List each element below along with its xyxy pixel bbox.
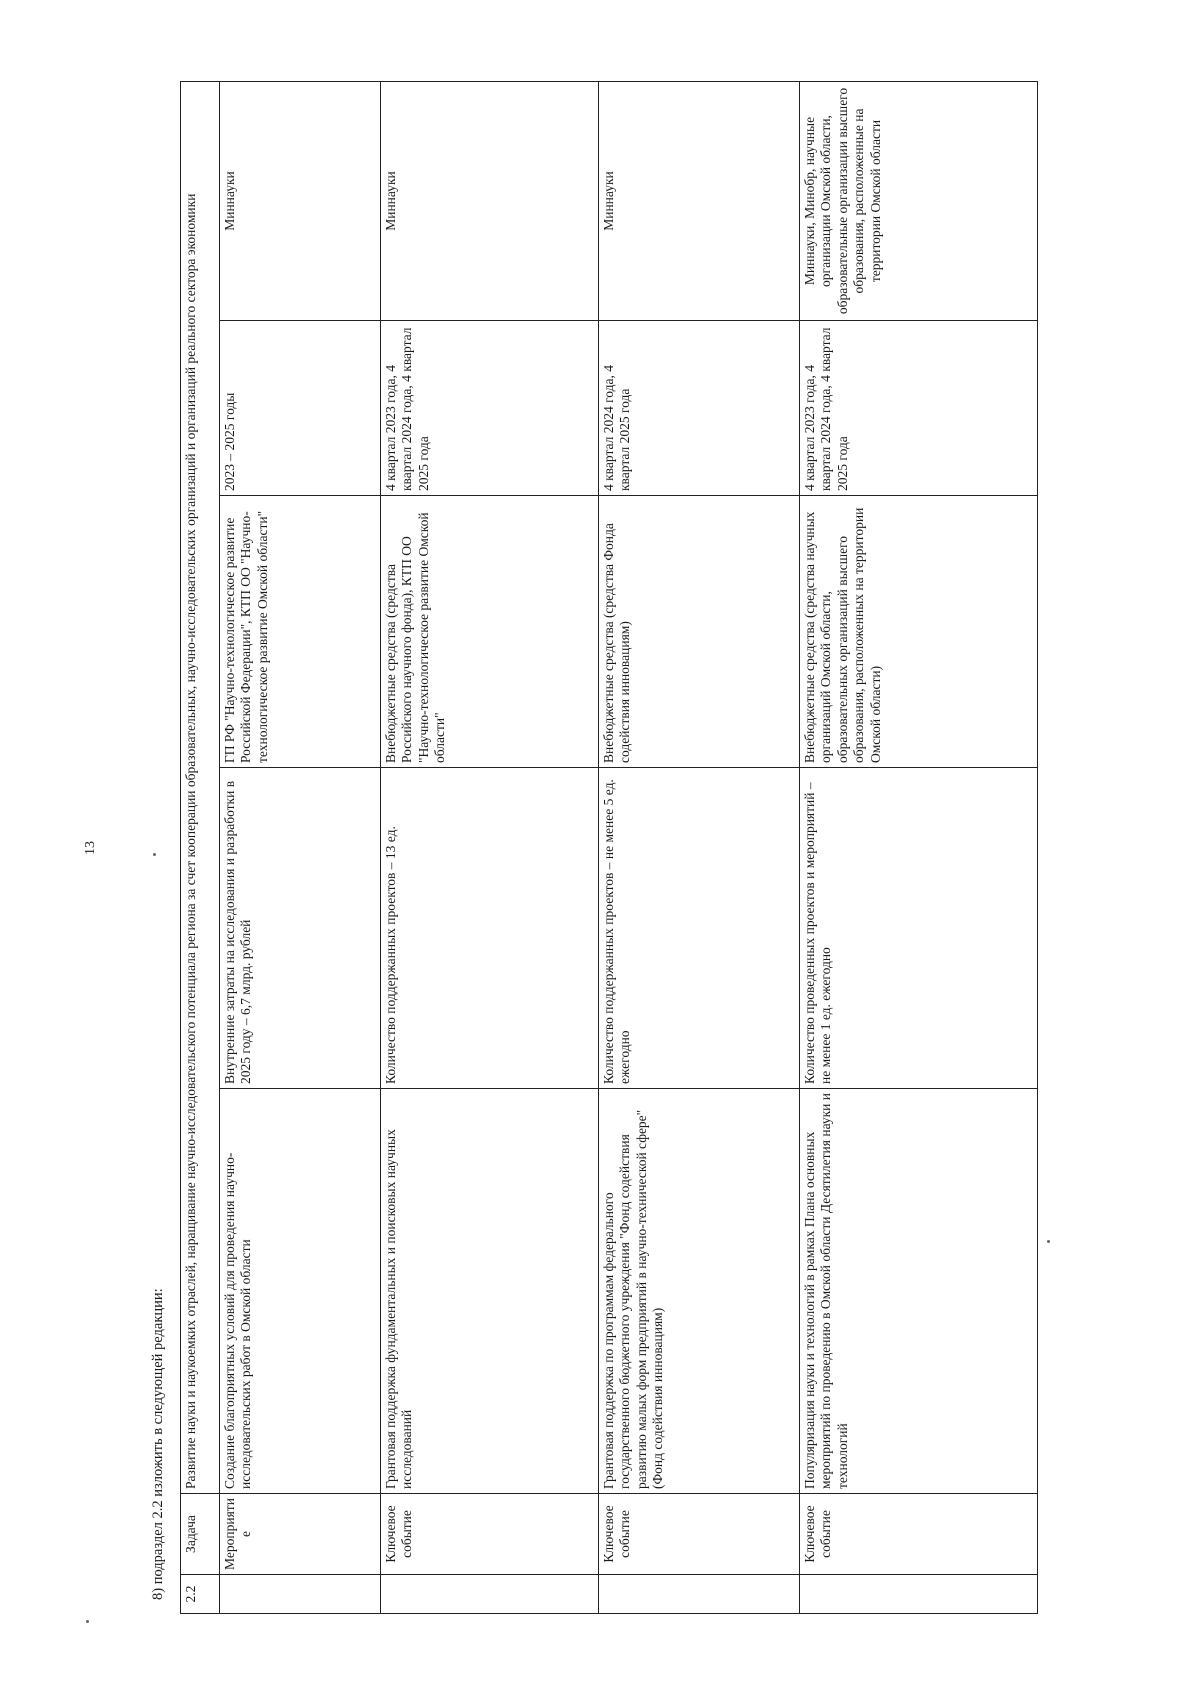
- task-number: 2.2: [181, 1575, 220, 1614]
- row-deadline: 4 квартал 2024 года, 4 квартал 2025 года: [599, 321, 800, 496]
- task-text: Развитие науки и наукоемких отраслей, наращивание научно-исследовательского потенциала региона за счет кооперации образовательных, научно-исследовательских организаций и организаций реального сектора экономики: [181, 82, 220, 1494]
- row-source: Внебюджетные средства (средства Фонда содействия инновациям): [599, 496, 800, 768]
- row-indicator: Количество поддержанных проектов – 13 ед.: [381, 768, 599, 1089]
- plan-table: [180, 81, 1038, 1614]
- scan-speck: [1047, 1240, 1050, 1243]
- row-indicator: Внутренние затраты на исследования и разработки в 2025 году – 6,7 млрд. рублей: [220, 768, 381, 1089]
- table-row: [599, 82, 800, 1614]
- plan-table-rotated: [180, 82, 1012, 1614]
- row-type: Ключевое событие: [381, 1494, 599, 1575]
- row-source: Внебюджетные средства (средства научных организаций Омской области, образовательных организаций высшего образования, расположенных на территории Омской области): [800, 496, 1038, 768]
- scan-speck: [86, 1620, 89, 1623]
- scan-speck: [153, 853, 156, 856]
- intro-text: 8) подраздел 2.2 изложить в следующей редакции:: [150, 1288, 166, 1600]
- table-row: [800, 82, 1038, 1614]
- row-responsible: Миннауки: [220, 82, 381, 321]
- row-deadline: 4 квартал 2023 года, 4 квартал 2024 года, 4 квартал 2025 года: [800, 321, 1038, 496]
- page-number: 13: [83, 841, 98, 855]
- empty-cell: [220, 1575, 381, 1614]
- empty-cell: [599, 1575, 800, 1614]
- row-indicator: Количество поддержанных проектов – не менее 5 ед. ежегодно: [599, 768, 800, 1089]
- table-row: [220, 82, 381, 1614]
- row-responsible: Миннауки: [599, 82, 800, 321]
- task-label: Задача: [181, 1494, 220, 1575]
- row-type: Ключевое событие: [800, 1494, 1038, 1575]
- row-name: Создание благоприятных условий для проведения научно-исследовательских работ в Омской области: [220, 1089, 381, 1494]
- empty-cell: [800, 1575, 1038, 1614]
- row-deadline: 4 квартал 2023 года, 4 квартал 2024 года, 4 квартал 2025 года: [381, 321, 599, 496]
- row-source: Внебюджетные средства (средства Российского научного фонда), КТП ОО "Научно-технологическое развитие Омской области": [381, 496, 599, 768]
- row-source: ГП РФ "Научно-технологическое развитие Российской Федерации", КТП ОО "Научно-технологическое развитие Омской области": [220, 496, 381, 768]
- task-row: [181, 82, 220, 1614]
- empty-cell: [381, 1575, 599, 1614]
- row-responsible: Миннауки: [381, 82, 599, 321]
- row-deadline: 2023 – 2025 годы: [220, 321, 381, 496]
- row-name: Популяризация науки и технологий в рамках Плана основных мероприятий по проведению в Омской области Десятилетия науки и технологий: [800, 1089, 1038, 1494]
- row-responsible: Миннауки, Минобр, научные организации Омской области, образовательные организации высшего образования, расположенные на территории Омской области: [800, 82, 1038, 321]
- row-name: Грантовая поддержка по программам федерального государственного бюджетного учреждения "Фонд содействия развитию малых форм предприятий в научно-технической сфере" (Фонд содействия инновациям): [599, 1089, 800, 1494]
- row-type: Ключевое событие: [599, 1494, 800, 1575]
- row-indicator: Количество проведенных проектов и мероприятий – не менее 1 ед. ежегодно: [800, 768, 1038, 1089]
- row-name: Грантовая поддержка фундаментальных и поисковых научных исследований: [381, 1089, 599, 1494]
- table-row: [381, 82, 599, 1614]
- row-type: Мероприятие: [220, 1494, 381, 1575]
